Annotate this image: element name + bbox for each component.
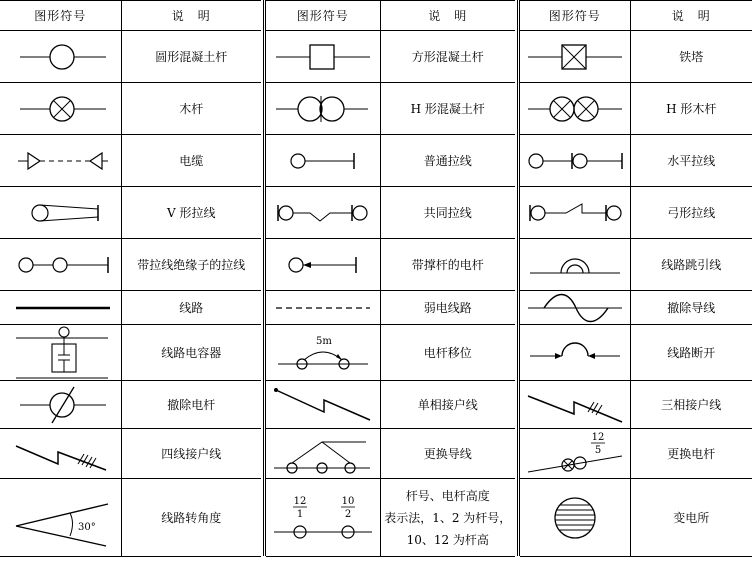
table-row xyxy=(520,83,752,135)
symbol-column-header: 图形符号 xyxy=(266,1,380,31)
symbol-label: 弓形拉线 xyxy=(630,187,752,239)
table-row xyxy=(266,325,515,381)
line-angle-icon xyxy=(2,480,118,556)
table-row xyxy=(0,325,261,381)
angle-text: 30° xyxy=(78,521,96,533)
symbol-label: 共同拉线 xyxy=(380,187,515,239)
symbol-label: 线路 xyxy=(121,291,261,325)
table-row xyxy=(266,479,515,557)
symbol-label: 电缆 xyxy=(121,135,261,187)
table-row xyxy=(266,135,515,187)
symbol-label: 线路断开 xyxy=(630,325,752,381)
cable-icon xyxy=(2,136,118,186)
h-wooden-pole-icon xyxy=(522,84,628,134)
header-row xyxy=(520,1,752,31)
table-row xyxy=(520,381,752,429)
remove-pole-icon xyxy=(2,382,118,428)
table-row xyxy=(520,479,752,557)
insulated-stay-wire-icon xyxy=(2,240,118,290)
four-wire-service-icon xyxy=(2,430,118,478)
symbol-label: 水平拉线 xyxy=(630,135,752,187)
pole-height-value: 12 xyxy=(591,431,605,443)
table-row xyxy=(520,135,752,187)
symbol-label: 圆形混凝土杆 xyxy=(121,31,261,83)
remove-conductor-icon xyxy=(522,292,628,324)
symbol-table-section-2 xyxy=(266,0,515,556)
table-row xyxy=(0,429,261,479)
pole-height-1: 12 xyxy=(293,495,307,507)
table-row xyxy=(520,291,752,325)
table-row xyxy=(266,31,515,83)
symbol-column-header: 图形符号 xyxy=(0,1,121,31)
symbol-label: V 形拉线 xyxy=(121,187,261,239)
table-row xyxy=(266,291,515,325)
steel-tower-icon xyxy=(522,32,628,82)
line-jumper-icon xyxy=(522,240,628,290)
table-row xyxy=(0,239,261,291)
symbol-label: H 形木杆 xyxy=(630,83,752,135)
circle-concrete-pole-icon xyxy=(2,32,118,82)
table-row xyxy=(520,429,752,479)
table-row xyxy=(266,429,515,479)
table-row xyxy=(520,239,752,291)
symbol-label: 线路电容器 xyxy=(121,325,261,381)
table-row xyxy=(0,381,261,429)
description-column-header: 说 明 xyxy=(380,1,515,31)
symbol-label-line: 表示法，1、2 为杆号， xyxy=(384,510,512,525)
distance-text: 5m xyxy=(315,335,332,347)
symbol-label: 撤除导线 xyxy=(630,291,752,325)
pole-height-2: 10 xyxy=(341,495,355,507)
pole-number-value: 5 xyxy=(594,444,601,456)
symbol-label: 方形混凝土杆 xyxy=(380,31,515,83)
weak-current-line-icon xyxy=(268,292,378,324)
symbol-label: 带拉线绝缘子的拉线 xyxy=(121,239,261,291)
pole-relocation-icon xyxy=(268,326,378,380)
symbol-label: 线路转角度 xyxy=(121,479,261,557)
symbol-label: 电杆移位 xyxy=(380,325,515,381)
symbol-label: 三相接户线 xyxy=(630,381,752,429)
table-row xyxy=(266,239,515,291)
line-capacitor-icon xyxy=(2,326,118,380)
horizontal-stay-wire-icon xyxy=(522,136,628,186)
description-column-header: 说 明 xyxy=(121,1,261,31)
description-column-header: 说 明 xyxy=(630,1,752,31)
table-row xyxy=(0,31,261,83)
wooden-pole-icon xyxy=(2,84,118,134)
symbol-column-header: 图形符号 xyxy=(520,1,630,31)
bow-stay-wire-icon xyxy=(522,188,628,238)
symbol-label-line: 10、12 为杆高 xyxy=(406,532,489,547)
symbol-table-section-3 xyxy=(520,0,752,556)
header-row xyxy=(0,1,261,31)
symbol-label: 变电所 xyxy=(630,479,752,557)
symbol-label: 木杆 xyxy=(121,83,261,135)
symbol-label: 单相接户线 xyxy=(380,381,515,429)
section-divider xyxy=(517,0,518,556)
table-row xyxy=(520,31,752,83)
common-stay-wire-icon xyxy=(268,188,378,238)
table-row xyxy=(0,135,261,187)
line-break-icon xyxy=(522,326,628,380)
pole-number-2: 2 xyxy=(344,508,351,520)
table-row xyxy=(520,187,752,239)
symbol-label xyxy=(380,479,515,557)
symbol-label: 线路跳引线 xyxy=(630,239,752,291)
table-row xyxy=(0,291,261,325)
substation-icon xyxy=(522,480,628,556)
replace-pole-icon xyxy=(522,430,628,478)
three-phase-service-icon xyxy=(522,382,628,428)
ordinary-stay-wire-icon xyxy=(268,136,378,186)
header-row xyxy=(266,1,515,31)
table-row xyxy=(0,83,261,135)
symbol-label: 撤除电杆 xyxy=(121,381,261,429)
symbol-label: 更换电杆 xyxy=(630,429,752,479)
symbol-label: 铁塔 xyxy=(630,31,752,83)
symbol-label: 四线接户线 xyxy=(121,429,261,479)
v-stay-wire-icon xyxy=(2,188,118,238)
pole-height-notation-icon xyxy=(268,480,378,556)
line-icon xyxy=(2,292,118,324)
table-row xyxy=(0,479,261,557)
symbol-label: 更换导线 xyxy=(380,429,515,479)
section-divider xyxy=(263,0,264,556)
single-phase-service-icon xyxy=(268,382,378,428)
symbol-table-section-1 xyxy=(0,0,261,556)
symbol-label: 普通拉线 xyxy=(380,135,515,187)
pole-number-1: 1 xyxy=(296,508,303,520)
square-concrete-pole-icon xyxy=(268,32,378,82)
replace-conductor-icon xyxy=(268,430,378,478)
symbol-label: H 形混凝土杆 xyxy=(380,83,515,135)
strut-pole-icon xyxy=(268,240,378,290)
symbol-label-line: 杆号、电杆高度 xyxy=(405,488,490,503)
table-row xyxy=(520,325,752,381)
symbol-label: 带撑杆的电杆 xyxy=(380,239,515,291)
table-row xyxy=(266,187,515,239)
table-row xyxy=(266,381,515,429)
table-row xyxy=(0,187,261,239)
table-row xyxy=(266,83,515,135)
h-concrete-pole-icon xyxy=(268,84,378,134)
symbol-label: 弱电线路 xyxy=(380,291,515,325)
